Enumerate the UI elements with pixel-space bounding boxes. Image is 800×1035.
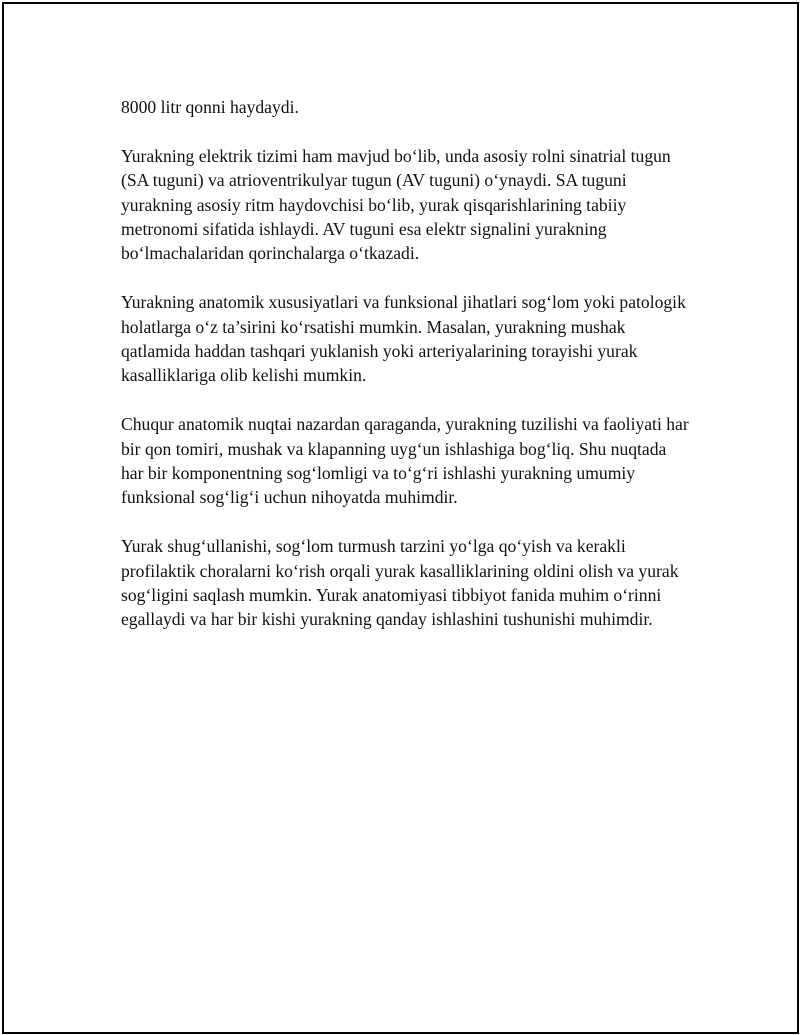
document-page xyxy=(2,2,799,1034)
paragraph-deep-anatomy: Chuqur anatomik nuqtai nazardan qaraganda, yurakning tuzilishi va faoliyati har bir qon tomiri, mushak va klapanning uyg‘un ishlashiga bog‘liq. Shu nuqtada har bir komponentning sog‘lomligi va to‘g‘ri ishlashi yurakning umumiy funksional sog‘lig‘i uchun nihoyatda muhimdir. xyxy=(121,414,689,508)
paragraph-continuation: 8000 litr qonni haydaydi. xyxy=(121,97,299,117)
document-body xyxy=(121,95,693,656)
paragraph-anatomical-features: Yurakning anatomik xususiyatlari va funksional jihatlari sog‘lom yoki patologik holatlarga o‘z ta’sirini ko‘rsatishi mumkin. Masalan, yurakning mushak qatlamida haddan tashqari yuklanish yoki arteriyalarining torayishi yurak kasalliklariga olib kelishi mumkin. xyxy=(121,292,686,386)
paragraph-heart-health: Yurak shug‘ullanishi, sog‘lom turmush tarzini yo‘lga qo‘yish va kerakli profilaktik choralarni ko‘rish orqali yurak kasalliklarining oldini olish va yurak sog‘ligini saqlash mumkin. Yurak anatomiyasi tibbiyot fanida muhim o‘rinni egallaydi va har bir kishi yurakning qanday ishlashini tushunishi muhimdir. xyxy=(121,536,679,630)
paragraph-electrical-system: Yurakning elektrik tizimi ham mavjud bo‘lib, unda asosiy rolni sinatrial tugun (SA tuguni) va atrioventrikulyar tugun (AV tuguni) o‘ynaydi. SA tuguni yurakning asosiy ritm haydovchisi bo‘lib, yurak qisqarishlarining tabiiy metronomi sifatida ishlaydi. AV tuguni esa elektr signalini yurakning bo‘lmachalaridan qorinchalarga o‘tkazadi. xyxy=(121,145,671,264)
